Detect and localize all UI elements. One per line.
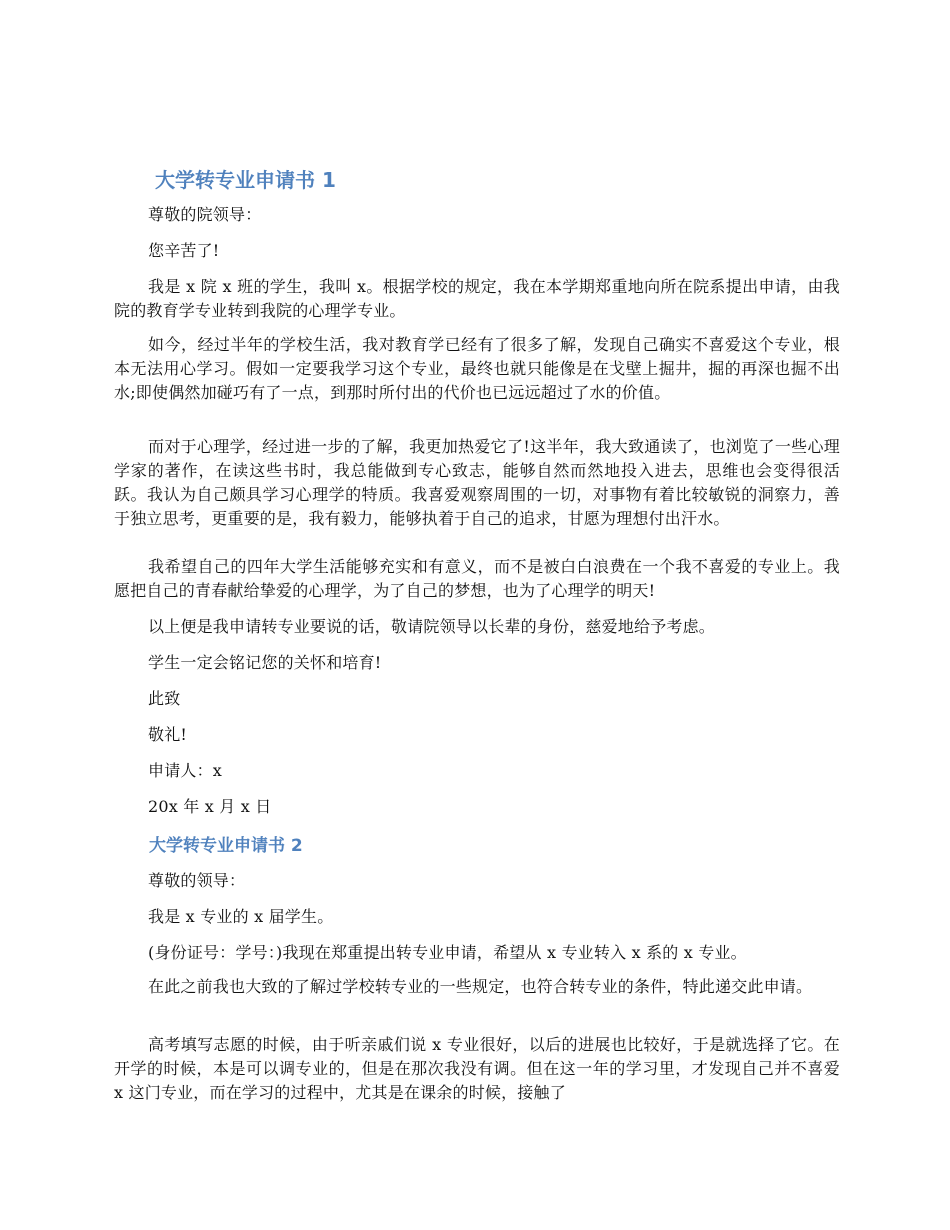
section1-date: 20x 年 x 月 x 日 [148,797,272,816]
section2-paragraph-1: 我是 x 专业的 x 届学生。 [148,907,334,926]
section1-closing-1: 此致 [148,689,181,708]
section2-title: 大学转专业申请书 2 [149,836,303,856]
section2-paragraph-3: 在此之前我也大致的了解过学校转专业的一些规定，也符合转专业的条件，特此递交此申请。 [148,977,813,996]
section1-paragraph-1: 我是 x 院 x 班的学生，我叫 x。根据学校的规定，我在本学期郑重地向所在院系提出申请，由我院的教育学专业转到我院的心理学专业。 [114,277,840,320]
section1-paragraph-4: 我希望自己的四年大学生活能够充实和有意义，而不是被白白浪费在一个我不喜爱的专业上。我愿把自己的青春献给挚爱的心理学，为了自己的梦想，也为了心理学的明天! [114,557,840,600]
section2-greeting: 尊敬的领导： [148,871,246,890]
section1-closing-2: 敬礼! [148,725,188,744]
section1-thanks: 您辛苦了! [148,241,220,260]
section1-paragraph-5: 以上便是我申请转专业要说的话，敬请院领导以长辈的身份，慈爱地给予考虑。 [148,617,716,636]
section2-paragraph-4: 高考填写志愿的时候，由于听亲戚们说 x 专业很好，以后的进展也比较好，于是就选择了它。在开学的时候，本是可以调专业的，但是在那次我没有调。但在这一年的学习里，才发现自己并不喜爱 x 这门专业，而在学习的过程中，尤其是在课余的时候，接触了 [114,1035,840,1102]
section1-paragraph-6: 学生一定会铭记您的关怀和培育! [148,653,382,672]
section1-greeting: 尊敬的院领导： [148,205,262,224]
section1-title: 大学转专业申请书 1 [155,168,336,192]
section1-paragraph-3: 而对于心理学，经过进一步的了解，我更加热爱它了!这半年，我大致通读了，也浏览了一些心理学家的著作，在读这些书时，我总能做到专心致志，能够自然而然地投入进去，思维也会变得很活跃。我认为自己颇具学习心理学的特质。我喜爱观察周围的一切，对事物有着比较敏锐的洞察力，善于独立思考，更重要的是，我有毅力，能够执着于自己的追求，甘愿为理想付出汗水。 [114,437,840,528]
section1-applicant: 申请人：x [148,761,223,780]
section1-paragraph-2: 如今，经过半年的学校生活，我对教育学已经有了很多了解，发现自己确实不喜爱这个专业，根本无法用心学习。假如一定要我学习这个专业，最终也就只能像是在戈壁上掘井，掘的再深也掘不出水;即使偶然加碰巧有了一点，到那时所付出的代价也已远远超过了水的价值。 [114,335,840,402]
section2-paragraph-2: (身份证号：学号：)我现在郑重提出转专业申请，希望从 x 专业转入 x 系的 x 专业。 [148,943,747,962]
